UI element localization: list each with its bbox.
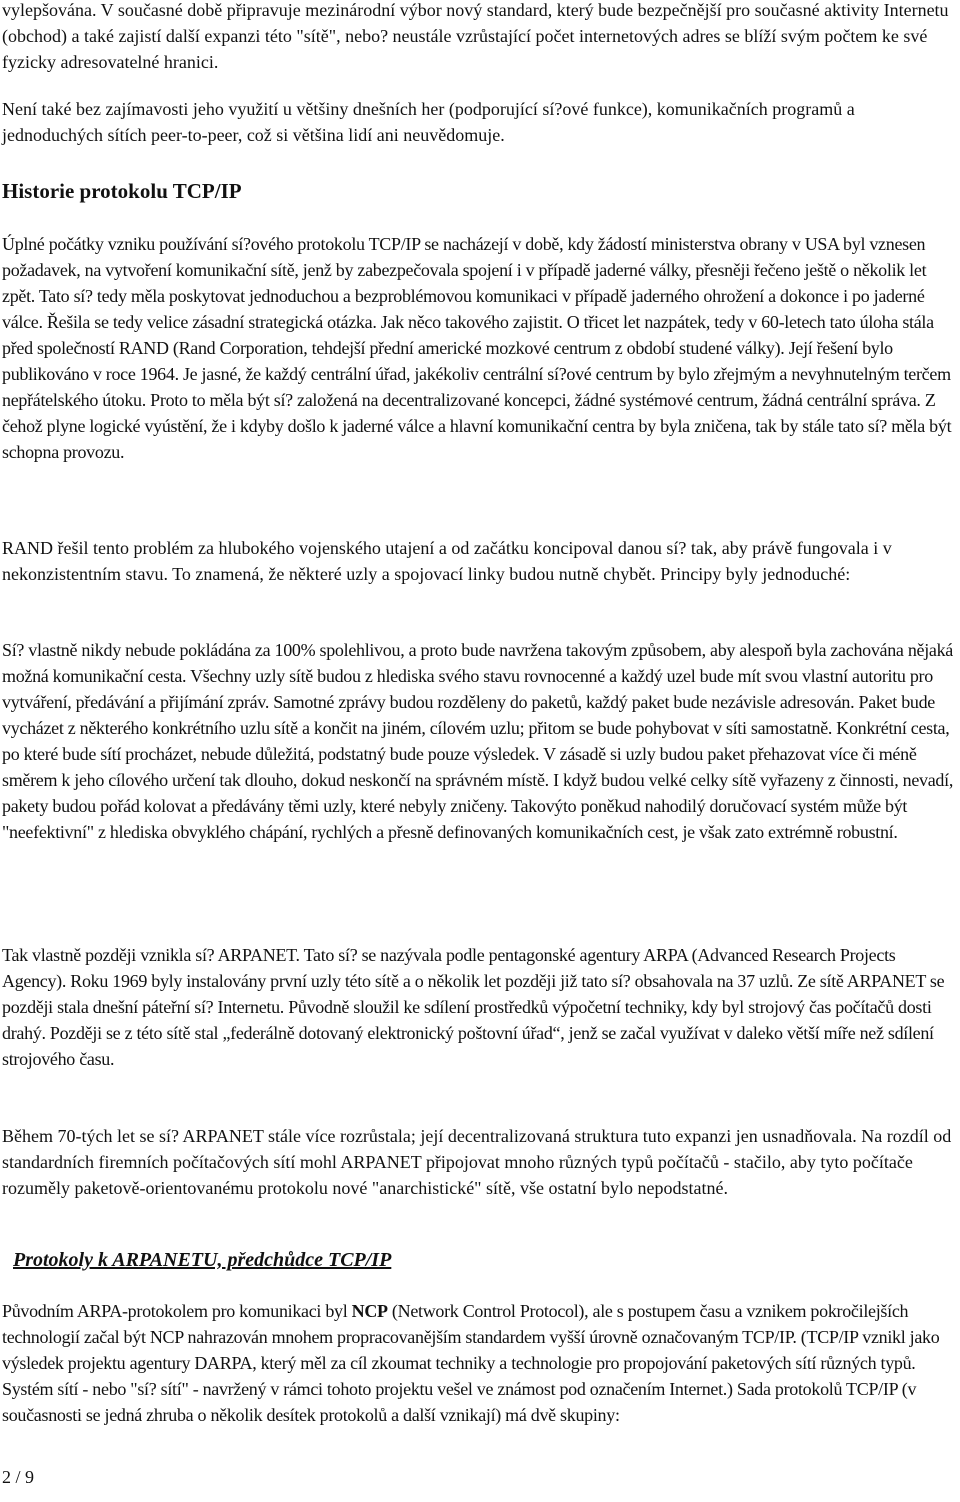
heading-arpanet-protocols: Protokoly k ARPANETU, předchůdce TCP/IP [13, 1249, 392, 1271]
paragraph-rand: RAND řešil tento problém za hlubokého vojenského utajení a od začátku koncipoval danou sí? tak, aby právě fungovala i v nekonzistentním stavu. To znamená, že některé uzly a spojovací linky budou nutně chybět. Principy byly jednoduché: [2, 538, 892, 584]
paragraph-principles: Sí? vlastně nikdy nebude pokládána za 100% spolehlivou, a proto bude navržena takovým způsobem, aby alespoň byla zachována nějaká možná komunikační cesta. Všechny uzly sítě budou z hlediska svého stavu rovnocenné a každý uzel bude mít svou vlastní autoritu pro vytváření, předávání a přijímání zpráv. Samotné zprávy budou rozděleny do paketů, každý paket bude nezávisle adresován. Paket bude vycházet z některého konkrétního uzlu sítě a končit na jiném, cílovém uzlu; přitom se bude pohybovat v síti samostatně. Konkrétní cesta, po které bude sítí procházet, nebude důležitá, podstatný bude pouze výsledek. V zásadě si uzly budou paket přehazovat více či méně směrem k jeho cílového určení tak dlouho, dokud neskončí na správném místě. I když budou velké celky sítě vyřazeny z činnosti, nevadí, pakety budou pořád kolovat a předávány těmi uzly, které nebyly zničeny. Takovýto poněkud nahodilý doručovací systém může být "neefektivní" z hlediska obvyklého chápání, rychlých a přesně definovaných komunikačních cest, je však zato extrémně robustní. [2, 640, 954, 842]
paragraph-seventies: Během 70-tých let se sí? ARPANET stále více rozrůstala; její decentralizovaná struktura tuto expanzi jen usnadňovala. Na rozdíl od standardních firemních počítačových sítí mohl ARPANET připojovat mnoho různých typů počítačů - stačilo, aby tyto počítače rozuměly paketově-orientovanému protokolu nové "anarchistické" sítě, vše ostatní bylo nepodstatné. [2, 1126, 952, 1198]
paragraph-intro: vylepšována. V současné době připravuje mezinárodní výbor nový standard, který bude bezpečnější pro současné aktivity Internetu (obchod) a také zajistí další expanzi této "sítě", nebo? neustále vzrůstající počet internetových adres se blíží svým počtem ke své fyzicky adresovatelné hranici. [2, 0, 949, 72]
paragraph-ncp-before: Původním ARPA-protokolem pro komunikaci byl [2, 1301, 352, 1321]
ncp-bold: NCP [351, 1301, 388, 1321]
paragraph-games-usage: Není také bez zajímavosti jeho využití u většiny dnešních her (podporující sí?ové funkce), komunikačních programů a jednoduchých sítích peer-to-peer, což si většina lidí ani neuvědomuje. [2, 99, 855, 145]
page-number: 2 / 9 [2, 1467, 35, 1487]
paragraph-arpanet: Tak vlastně později vznikla sí? ARPANET. Tato sí? se nazývala podle pentagonské agentury ARPA (Advanced Research Projects Agency). Roku 1969 byly instalovány první uzly této sítě a o několik let později již tato sí? obsahovala na 37 uzlů. Ze sítě ARPANET se později stala dnešní páteřní sí? Internetu. Původně sloužil ke sdílení prostředků výpočetní techniky, kdy byl strojový čas počítačů dosti drahý. Později se z této sítě stal „federálně dotovaný elektronický poštovní úřad“, jenž se začal využívat v daleko větší míře než sdílení strojového času. [2, 945, 945, 1069]
paragraph-ncp-after: (Network Control Protocol), ale s postupem času a vznikem pokročilejších technologií začal být NCP nahrazován mnohem propracovanějším standardem vyšší úrovně označovaným TCP/IP. (TCP/IP vznikl jako výsledek projektu agentury DARPA, který měl za cíl zkoumat techniky a technologie pro propojování paketových sítí různých typů. Systém sítí - nebo "sí? sítí" - navržený v rámci tohoto projektu vešel ve známost pod označením Internet.) Sada protokolů TCP/IP (v současnosti se jedná zhruba o několik desítek protokolů a další vznikají) má dvě skupiny: [2, 1301, 940, 1425]
paragraph-origins: Úplné počátky vzniku používání sí?ového protokolu TCP/IP se nacházejí v době, kdy žádostí ministerstva obrany v USA byl vznesen požadavek, na vytvoření komunikační sítě, jenž by zabezpečovala spojení i v případě jaderné války, přesněji řečeno ještě o několik let zpět. Tato sí? tedy měla poskytovat jednoduchou a bezproblémovou komunikaci v případě jaderného ohrožení a dokonce i po jaderné válce. Řešila se tedy velice zásadní strategická otázka. Jak něco takového zajistit. O třicet let nazpátek, tedy v 60-letech tato úloha stála před společností RAND (Rand Corporation, tehdejší přední americké mozkové centrum z období studené války). Její řešení bylo publikováno v roce 1964. Je jasné, že každý centrální úřad, jakékoliv centrální sí?ové centrum by bylo zřejmým a nevyhnutelným terčem nepřátelského útoku. Proto to měla být sí? založená na decentralizované koncepci, žádné systémové centrum, žádná centrální správa. Z čehož plyne logické vyústění, že i kdyby došlo k jaderné válce a hlavní komunikační centra by byla zničena, tak by stále tato sí? měla být schopna provozu. [2, 234, 952, 462]
heading-history: Historie protokolu TCP/IP [2, 179, 242, 203]
paragraph-ncp [2, 1298, 956, 1428]
